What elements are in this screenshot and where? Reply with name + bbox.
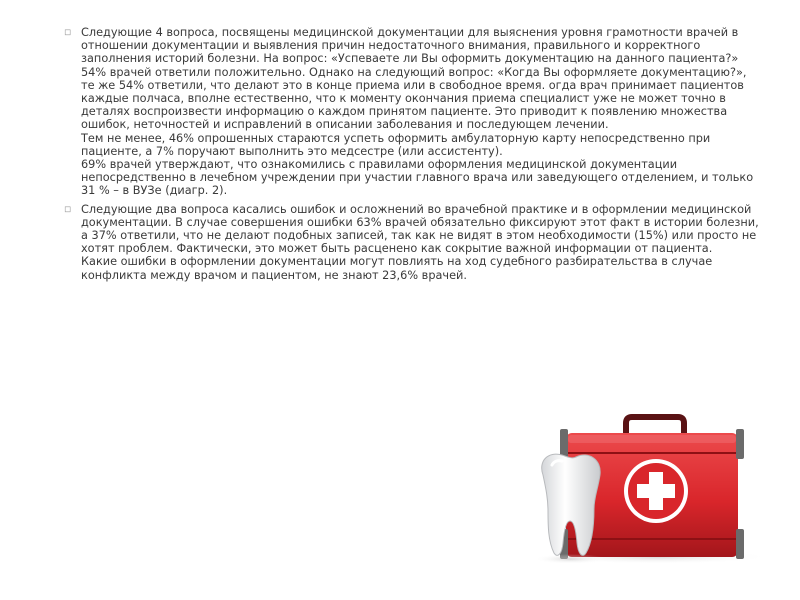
paragraph: 69% врачей утверждают, что ознакомились с правилами оформления медицинской документации непосредственно в лечебном учреждении при участии главного врача или заведующего отделением, и только 31 % – в ВУЗе (диагр. 2). [81, 158, 754, 198]
paragraph: Следующие 4 вопроса, посвящены медицинской документации для выяснения уровня грамотности врачей в отношении документации и выявления причин недостаточного внимания, правильного и корректного заполнения историй болезни. На вопрос: «Успеваете ли Вы оформить документацию на данного пациента?» 54% врачей ответили положительно. Однако на следующий вопрос: «Когда Вы оформляете документацию?», те же 54% ответили, что делают это в конце приема или в свободное время. огда врач принимает пациентов каждые полчаса, вполне естественно, что к моменту окончания приема специалист уже не может точно в деталях воспроизвести информацию о каждом принятом пациенте. Это приводит к появлению множества ошибок, неточностей и исправлений в описании заболевания и последующем лечении. [81, 26, 747, 132]
paragraph: Тем не менее, 46% опрошенных стараются успеть оформить амбулаторную карту непосредственно при пациенте, а 7% поручают выполнить это медсестре (или ассистенту). [81, 131, 711, 158]
illustration [518, 413, 770, 565]
bullet-item-documentation [62, 26, 762, 198]
bullet-marker: ◽ [64, 203, 72, 215]
bullet-list [62, 26, 762, 287]
paragraph: Какие ошибки в оформлении документации могут повлиять на ход судебного разбирательства в случае конфликта между врачом и пациентом, не знают 23,6% врачей. [81, 255, 713, 282]
paragraph: Следующие два вопроса касались ошибок и осложнений во врачебной практике и в оформлении медицинской документации. В случае совершения ошибки 63% врачей обязательно фиксируют этот факт в истории болезни, а 37% ответили, что не делают подобных записей, так как не видят в этом необходимости (15%) или просто не хотят проблем. Фактически, это может быть расценено как сокрытие важной информации от пациента. [81, 202, 759, 256]
bullet-marker: ◽ [64, 27, 72, 38]
bullet-item-errors [62, 203, 762, 282]
